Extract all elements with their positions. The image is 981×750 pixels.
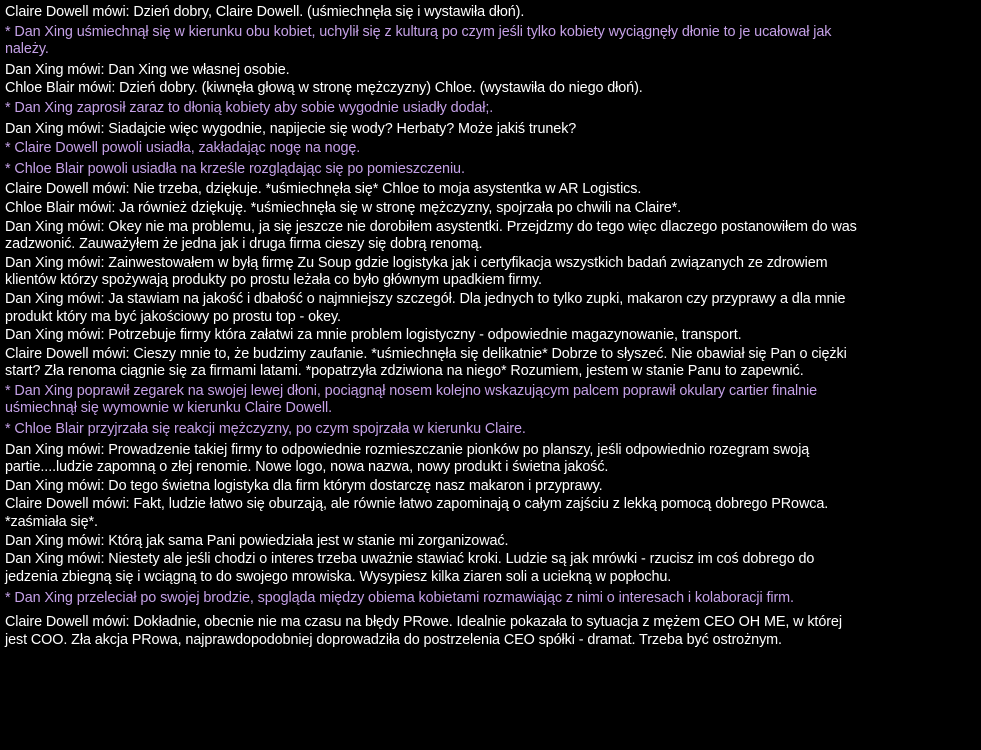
chat-line-say: Dan Xing mówi: Którą jak sama Pani powiedziała jest w stanie mi zorganizować. — [5, 532, 509, 549]
chat-line-say: Dan Xing mówi: Potrzebuje firmy która załatwi za mnie problem logistyczny - odpowiednie magazynowanie, transport. — [5, 327, 742, 344]
chat-line-say: Dan Xing mówi: Do tego świetna logistyka dla firm którym dostarczę nasz makaron i przyprawy. — [5, 477, 603, 494]
chat-line-say: Claire Dowell mówi: Dokładnie, obecnie nie ma czasu na błędy PRowe. Idealnie pokazała to sytuacja z mężem CEO OH ME, w której jest COO. Zła akcja PRowa, najprawdopodobniej doprowadziła do postrzelenia CEO spółki - dramat. Trzeba być ostrożnym. — [5, 614, 842, 648]
chat-line-say: Claire Dowell mówi: Dzień dobry, Claire Dowell. (uśmiechnęła się i wystawiła dłoń). — [5, 4, 525, 20]
chat-log — [5, 4, 865, 650]
chat-line-me: * Chloe Blair przyjrzała się reakcji mężczyzny, po czym spojrzała w kierunku Claire. — [5, 421, 526, 438]
chat-line-say: Claire Dowell mówi: Fakt, ludzie łatwo się oburzają, ale równie łatwo zapominają o całym zajściu z lekką pomocą dobrego PRowca. *zaśmiała się*. — [5, 496, 829, 531]
chat-line-say: Dan Xing mówi: Niestety ale jeśli chodzi o interes trzeba uważnie stawiać kroki. Ludzie są jak mrówki - rzucisz im coś dobrego do jedzenia zbiegną się i wciągną to do swojego mrowiska. Wysypiesz kilka ziaren soli a uciekną w popłochu. — [5, 551, 815, 585]
chat-line-me: * Claire Dowell powoli usiadła, zakładając nogę na nogę. — [5, 140, 361, 157]
chat-line-me: * Dan Xing uśmiechnął się w kierunku obu kobiet, uchylił się z kulturą po czym jeśli tylko kobiety wyciągnęły dłonie to je ucałował jak należy. — [5, 23, 832, 58]
chat-line-say: Dan Xing mówi: Okey nie ma problemu, ja się jeszcze nie dorobiłem asystentki. Przejdzmy do tego więc dlaczego postanowiłem do was zadzwonić. Zauważyłem że jedna jak i druga firma cieszy się dobrą renomą. — [5, 218, 857, 253]
chat-line-say: Claire Dowell mówi: Nie trzeba, dziękuje. *uśmiechnęła się* Chloe to moja asystentka w AR Logistics. — [5, 181, 642, 198]
chat-line-say: Dan Xing mówi: Siadajcie więc wygodnie, napijecie się wody? Herbaty? Może jakiś trunek? — [5, 120, 577, 137]
chat-line-say: Dan Xing mówi: Ja stawiam na jakość i dbałość o najmniejszy szczegół. Dla jednych to tylko zupki, makaron czy przyprawy a dla mnie produkt który ma być jakościowy po prostu top - okey. — [5, 290, 846, 325]
chat-line-say: Claire Dowell mówi: Cieszy mnie to, że budzimy zaufanie. *uśmiechnęła się delikatnie* Dobrze to słyszeć. Nie obawiał się Pan o ciężki start? Zła renoma ciągnie się za firmami latami. *popatrzyła zdziwiona na niego* Rozumiem, jestem w stanie Panu to zapewnić. — [5, 345, 847, 380]
chat-line-me: * Dan Xing przeleciał po swojej brodzie, spogląda między obiema kobietami rozmawiając z nimi o interesach i kolaboracji firm. — [5, 590, 794, 607]
chat-line-say: Chloe Blair mówi: Ja również dziękuję. *uśmiechnęła się w stronę mężczyzny, spojrzała po chwili na Claire*. — [5, 199, 682, 216]
chat-line-say: Dan Xing mówi: Prowadzenie takiej firmy to odpowiednie rozmieszczanie pionków po planszy, jeśli odpowiednio rozegram swoją partie....ludzie zapomną o złej renomie. Nowe logo, nowa nazwa, nowy produkt i świetna jakość. — [5, 441, 810, 476]
chat-line-say: Dan Xing mówi: Dan Xing we własnej osobie. — [5, 61, 290, 78]
chat-line-me: * Chloe Blair powoli usiadła na krześle rozglądając się po pomieszczeniu. — [5, 160, 465, 177]
chat-line-say: Dan Xing mówi: Zainwestowałem w byłą firmę Zu Soup gdzie logistyka jak i certyfikacja wszystkich badań związanych ze zdrowiem klientów którzy spożywają produkty po prostu leżała co było głównym upadkiem firmy. — [5, 254, 828, 289]
chat-line-say: Chloe Blair mówi: Dzień dobry. (kiwnęła głową w stronę mężczyzny) Chloe. (wystawiła do niego dłoń). — [5, 80, 643, 97]
chat-line-me: * Dan Xing zaprosił zaraz to dłonią kobiety aby sobie wygodnie usiadły dodał;. — [5, 99, 494, 116]
chat-line-me: * Dan Xing poprawił zegarek na swojej lewej dłoni, pociągnął nosem kolejno wskazującym palcem poprawił okulary cartier finalnie uśmiechnął się wymownie w kierunku Claire Dowell. — [5, 382, 817, 417]
